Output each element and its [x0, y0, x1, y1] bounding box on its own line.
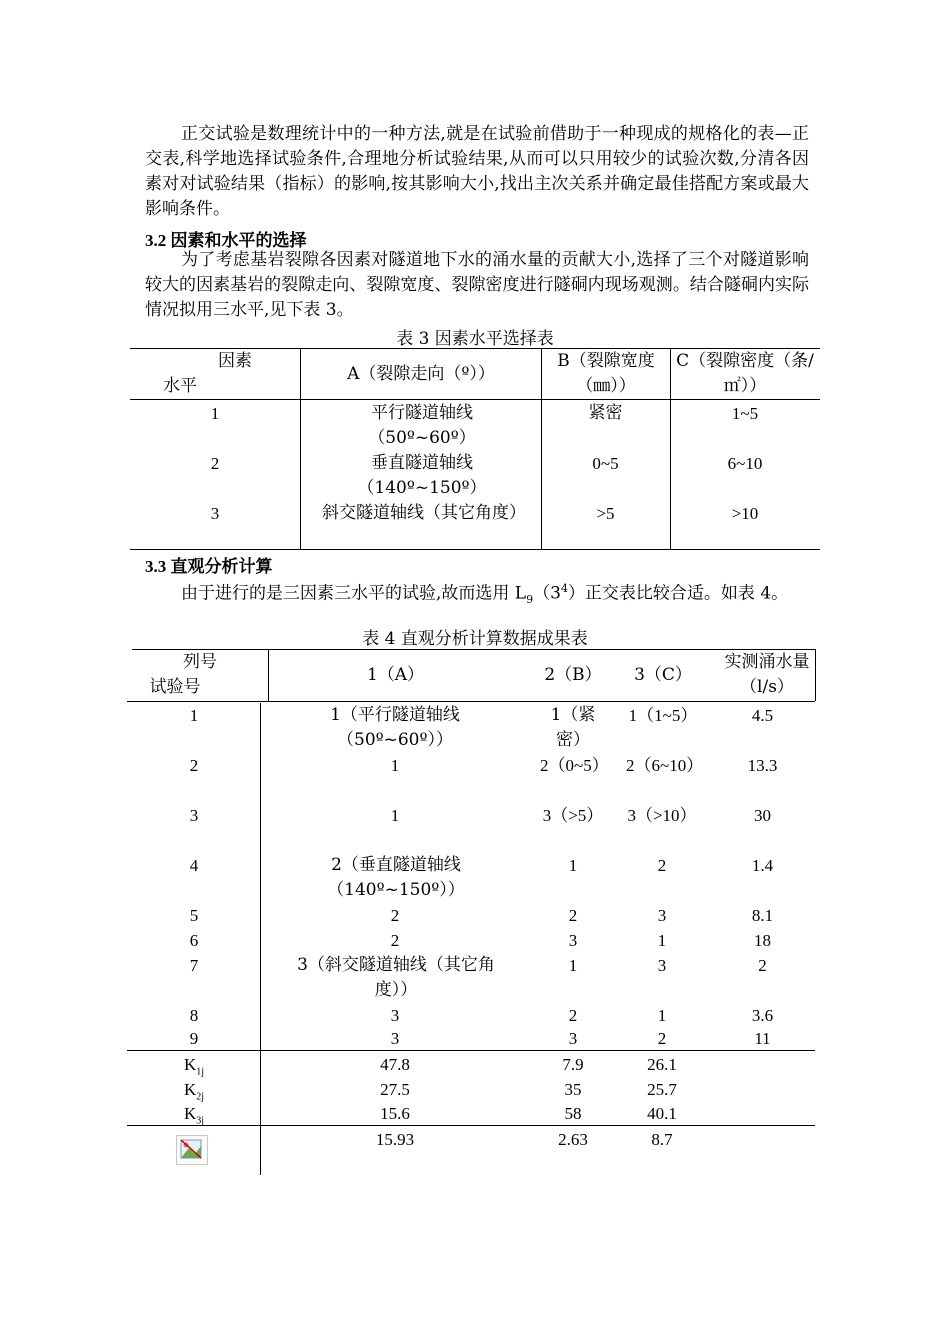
table4-k-b: 7.9 [562, 1055, 584, 1074]
table4-cell-flow: 3.6 [751, 1006, 774, 1025]
table4-range-c: 8.7 [651, 1130, 673, 1149]
table4-cell-flow: 30 [754, 806, 771, 825]
para3-superscript: 4 [560, 582, 568, 595]
table3-bottom-rule [130, 549, 820, 550]
table4-cell-c: 2 [657, 856, 667, 875]
table4-cell-b: 1 [568, 956, 578, 975]
k-letter: K [183, 1104, 197, 1123]
table4-cell-c: 2 [657, 1029, 667, 1048]
table4-cell-b: 1（紧密） [550, 705, 596, 750]
table4-cell-c: 1（1~5） [628, 706, 698, 725]
table4-cell-b: 3（>5） [542, 806, 604, 825]
table4-cell-flow: 4.5 [751, 706, 774, 725]
k-subscript: 2j [196, 1091, 205, 1103]
section-3-2-paragraph: 为了考虑基岩裂隙各因素对隧道地下水的涌水量的贡献大小,选择了三个对隧道影响较大的因素基岩的裂隙走向、裂隙宽度、裂隙密度进行隧硐内现场观测。结合隧硐内实际情况拟用三水平,见下表 3。 [145, 250, 809, 320]
table3-cell-c: 1~5 [731, 404, 759, 423]
table4-cell-no: 8 [189, 1006, 199, 1025]
table4-cell-c: 1 [657, 931, 667, 950]
section-heading-3-3: 3.3 直观分析计算 [145, 557, 273, 576]
table4-k-a: 15.6 [380, 1104, 410, 1123]
table3-header-a: A（裂隙走向（º）） [347, 364, 495, 384]
table4-cell-c: 3 [657, 956, 667, 975]
table4-cell-a: 1（平行隧道轴线（50º~60º）） [330, 705, 460, 750]
broken-image-icon-svg [177, 1136, 207, 1164]
k-letter: K [183, 1080, 197, 1099]
table3-cell-level: 3 [210, 504, 220, 523]
table3-corner-level: 水平 [163, 376, 197, 396]
table4-cell-a: 3 [390, 1006, 400, 1025]
table4-cell-flow: 1.4 [751, 856, 774, 875]
table4-k-a: 27.5 [380, 1080, 410, 1099]
table4-cell-b: 3 [568, 1029, 578, 1048]
table4-k-b: 35 [564, 1080, 582, 1099]
table3-header-c: C（裂隙密度（条/㎡）） [676, 351, 814, 396]
table3-caption: 表 3 因素水平选择表 [396, 329, 554, 349]
table4-cell-a: 1 [390, 806, 400, 825]
table3-col-divider [300, 348, 301, 549]
table4-cell-a: 1 [390, 756, 400, 775]
table4-cell-b: 2（0~5） [540, 756, 609, 775]
table3-header-rule [130, 399, 820, 400]
table4-cell-b: 1 [568, 856, 578, 875]
table4-cell-no: 1 [189, 706, 199, 725]
table4-corner-trial: 试验号 [149, 677, 201, 697]
table3-cell-b: 0~5 [592, 454, 619, 473]
table3-cell-b: >5 [596, 504, 615, 523]
table4-cell-c: 3 [657, 906, 667, 925]
table4-k-a: 47.8 [380, 1055, 410, 1074]
table4-cell-no: 3 [189, 806, 199, 825]
table4-range-a: 15.93 [375, 1130, 415, 1149]
table4-header-flow: 实测涌水量（l/s） [724, 652, 810, 697]
table4-cell-flow: 8.1 [751, 906, 774, 925]
table4-cell-no: 4 [189, 856, 199, 875]
table4-header-c: 3（C） [634, 665, 692, 685]
para3-text-a: 由于进行的是三因素三水平的试验,故而选用 L [181, 583, 527, 604]
k-subscript: 1j [196, 1066, 205, 1078]
table4-header-right-border [815, 649, 816, 701]
para3-subscript: 9 [526, 593, 534, 607]
table3-cell-level: 2 [210, 454, 220, 473]
table3-header-b: B（裂隙宽度（㎜）） [557, 351, 655, 396]
table3-cell-a: 斜交隧道轴线（其它角度） [322, 503, 526, 523]
table4-cell-no: 7 [189, 956, 199, 975]
table4-cell-a: 2 [390, 931, 400, 950]
k-letter: K [183, 1055, 197, 1074]
table4-cell-no: 2 [189, 756, 199, 775]
table4-cell-a: 2 [390, 906, 400, 925]
section-3-3-paragraph [145, 576, 809, 612]
para3-text-b: （3 [533, 583, 561, 604]
table4-corner-column: 列号 [183, 652, 217, 672]
table3-cell-a: 垂直隧道轴线（140º~150º） [357, 453, 487, 498]
table3-cell-a: 平行隧道轴线（50º~60º） [368, 403, 476, 448]
table4-cell-no: 9 [189, 1029, 199, 1048]
table4-cell-b: 2 [568, 906, 578, 925]
table4-cell-no: 5 [189, 906, 199, 925]
table4-cell-c: 1 [657, 1006, 667, 1025]
table4-cell-a: 3（斜交隧道轴线（其它角度）） [297, 955, 495, 1000]
table4-cell-flow: 2 [758, 956, 767, 975]
table4-k-label [128, 1101, 260, 1133]
table4-cell-a: 2（垂直隧道轴线（140º~150º）） [327, 855, 465, 900]
table4-range-b: 2.63 [558, 1130, 588, 1149]
table4-cell-a: 3 [390, 1029, 400, 1048]
table3-cell-level: 1 [210, 404, 220, 423]
table4-cell-flow: 11 [754, 1029, 771, 1048]
para3-text-c: ）正交表比较合适。如表 4。 [567, 583, 789, 604]
table4-cell-flow: 18 [754, 931, 771, 950]
table4-header-b: 2（B） [544, 665, 602, 685]
intro-paragraph: 正交试验是数理统计中的一种方法,就是在试验前借助于一种现成的规格化的表—正交表,科学地选择试验条件,合理地分析试验结果,从而可以只用较少的试验次数,分清各因素对对试验结果（指标）的影响,按其影响大小,找出主次关系并确定最佳搭配方案或最大影响条件。 [145, 124, 809, 219]
table4-header-a: 1（A） [366, 665, 425, 685]
k-subscript: 3j [196, 1115, 205, 1127]
table4-k-c: 26.1 [647, 1055, 677, 1074]
table4-cell-c: 2（6~10） [626, 756, 704, 775]
table3-cell-c: >10 [731, 504, 759, 523]
table4-col-divider [260, 703, 261, 1175]
table4-k-c: 25.7 [647, 1080, 677, 1099]
table4-k-b: 58 [564, 1104, 582, 1123]
section-heading-3-2: 3.2 因素和水平的选择 [145, 231, 307, 250]
table4-cell-no: 6 [189, 931, 199, 950]
table4-header-rule [127, 701, 815, 702]
broken-image-icon [176, 1135, 208, 1165]
table4-cell-b: 3 [568, 931, 578, 950]
table4-k-c: 40.1 [647, 1104, 677, 1123]
table3-cell-c: 6~10 [727, 454, 763, 473]
table4-cell-b: 2 [568, 1006, 578, 1025]
table4-cell-flow: 13.3 [747, 756, 778, 775]
table4-cell-c: 3（>10） [627, 806, 697, 825]
table3-corner-factor: 因素 [218, 351, 252, 371]
table3-cell-b: 紧密 [588, 403, 623, 423]
table4-caption: 表 4 直观分析计算数据成果表 [362, 629, 588, 649]
